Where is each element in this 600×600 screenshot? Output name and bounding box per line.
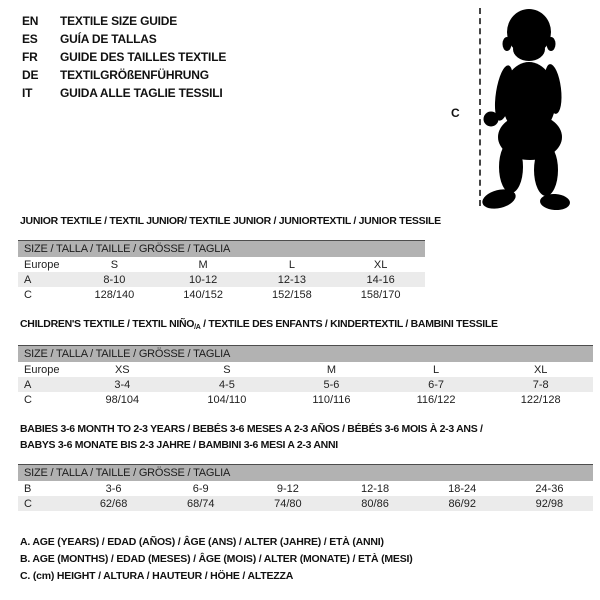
table-cell: S: [223, 363, 231, 376]
language-code: FR: [22, 50, 38, 64]
table-cell: 152/158: [271, 288, 312, 301]
table-cell: 116/122: [416, 393, 456, 406]
size-header-bar: SIZE / TALLA / TAILLE / GRÖSSE / TAGLIA: [18, 346, 593, 363]
table-cell: 158/170: [360, 288, 401, 301]
table-cell: 6-9: [192, 482, 209, 495]
table-cell: 12-18: [360, 482, 390, 495]
table-cell: 24-36: [535, 482, 564, 495]
language-list: [22, 12, 226, 102]
table-cell: 68/74: [157, 496, 244, 511]
table-cell: 62/68: [70, 496, 157, 511]
table-row: [18, 481, 593, 496]
table-row: [18, 392, 593, 407]
language-code: DE: [22, 68, 39, 82]
footnote-age-months: B. AGE (MONTHS) / EDAD (MESES) / ÂGE (MOIS) / ALTER (MONATE) / ETÀ (MESI): [20, 553, 413, 565]
table-cell: 7-8: [488, 377, 593, 392]
table-cell: 80/86: [331, 496, 418, 511]
row-label: C: [24, 288, 32, 301]
table-cell: 6-7: [384, 377, 489, 392]
table-cell: 74/80: [244, 496, 331, 511]
height-dashed-line: [479, 8, 481, 206]
language-row: [22, 30, 226, 48]
table-row: [18, 272, 425, 287]
junior-size-table: [18, 240, 425, 302]
footnote-height: C. (cm) HEIGHT / ALTURA / HAUTEUR / HÖHE / ALTEZZA: [20, 570, 294, 582]
table-row: [18, 287, 425, 302]
table-cell: 92/98: [506, 496, 593, 511]
table-cell: L: [288, 258, 295, 271]
table-cell: 140/152: [183, 288, 223, 301]
language-label: GUÍA DE TALLAS: [60, 32, 157, 46]
table-cell: XS: [114, 363, 130, 376]
children-title-subscript: /A: [194, 324, 201, 331]
table-cell: 3-6: [105, 482, 122, 495]
table-cell: 10-12: [159, 272, 248, 287]
table-cell: 86/92: [419, 496, 506, 511]
size-header-bar: SIZE / TALLA / TAILLE / GRÖSSE / TAGLIA: [18, 465, 593, 482]
table-cell: XL: [533, 363, 548, 376]
table-row: [18, 362, 593, 377]
row-label: Europe: [24, 258, 60, 271]
language-label: GUIDA ALLE TAGLIE TESSILI: [60, 86, 223, 100]
table-cell: 128/140: [94, 288, 135, 301]
language-label: TEXTILGRÖßENFÜHRUNG: [60, 68, 209, 82]
table-cell: 104/110: [207, 393, 247, 406]
babies-size-table: [18, 464, 593, 511]
babies-table-title: [20, 421, 580, 453]
children-size-table: [18, 345, 593, 407]
row-label: A: [18, 377, 70, 392]
table-cell: 122/128: [520, 393, 561, 406]
row-label: A: [18, 272, 70, 287]
baby-silhouette-icon: [482, 5, 597, 213]
language-row: [22, 84, 226, 102]
table-cell: L: [433, 363, 440, 376]
row-label: Europe: [24, 363, 60, 376]
table-cell: 8-10: [70, 272, 159, 287]
language-code: ES: [22, 32, 38, 46]
table-cell: M: [326, 363, 337, 376]
babies-title-line2: BABYS 3-6 MONATE BIS 2-3 JAHRE / BAMBINI 3-6 MESI A 2-3 ANNI: [20, 439, 338, 451]
table-cell: M: [198, 258, 208, 271]
children-title-rest: / TEXTILE DES ENFANTS / KINDERTEXTIL / BAMBINI TESSILE: [200, 318, 498, 330]
table-cell: S: [110, 258, 119, 271]
row-label: C: [18, 496, 70, 511]
footnote-age-years: A. AGE (YEARS) / EDAD (AÑOS) / ÂGE (ANS) / ALTER (JAHRE) / ETÀ (ANNI): [20, 536, 384, 548]
footnotes: [20, 534, 413, 585]
table-cell: 12-13: [248, 272, 337, 287]
table-cell: 5-6: [279, 377, 384, 392]
row-label: B: [24, 482, 32, 495]
table-cell: 4-5: [175, 377, 280, 392]
language-row: [22, 66, 226, 84]
language-code: EN: [22, 14, 39, 28]
table-cell: XL: [373, 258, 388, 271]
children-title-main: CHILDREN'S TEXTILE / TEXTIL NIÑO: [20, 318, 195, 330]
table-row: [18, 377, 593, 392]
table-cell: 9-12: [276, 482, 299, 495]
table-cell: 98/104: [105, 393, 140, 406]
language-row: [22, 48, 226, 66]
height-measure-label: C: [451, 106, 460, 120]
table-row: [18, 496, 593, 511]
table-row: [18, 257, 425, 272]
table-cell: 110/116: [312, 393, 351, 406]
junior-table-title: JUNIOR TEXTILE / TEXTIL JUNIOR/ TEXTILE JUNIOR / JUNIORTEXTIL / JUNIOR TESSILE: [20, 215, 441, 227]
language-label: GUIDE DES TAILLES TEXTILE: [60, 50, 227, 64]
table-cell: 3-4: [70, 377, 175, 392]
row-label: C: [24, 393, 32, 406]
table-cell: 14-16: [336, 272, 425, 287]
language-label: TEXTILE SIZE GUIDE: [60, 14, 178, 28]
language-code: IT: [22, 86, 33, 100]
babies-title-line1: BABIES 3-6 MONTH TO 2-3 YEARS / BEBÉS 3-6 MESES A 2-3 AÑOS / BÉBÉS 3-6 MOIS À 2-3 ANS /: [20, 423, 483, 435]
size-header-bar: SIZE / TALLA / TAILLE / GRÖSSE / TAGLIA: [18, 241, 425, 258]
table-cell: 18-24: [448, 482, 477, 495]
children-table-title: [20, 318, 498, 331]
language-row: [22, 12, 226, 30]
